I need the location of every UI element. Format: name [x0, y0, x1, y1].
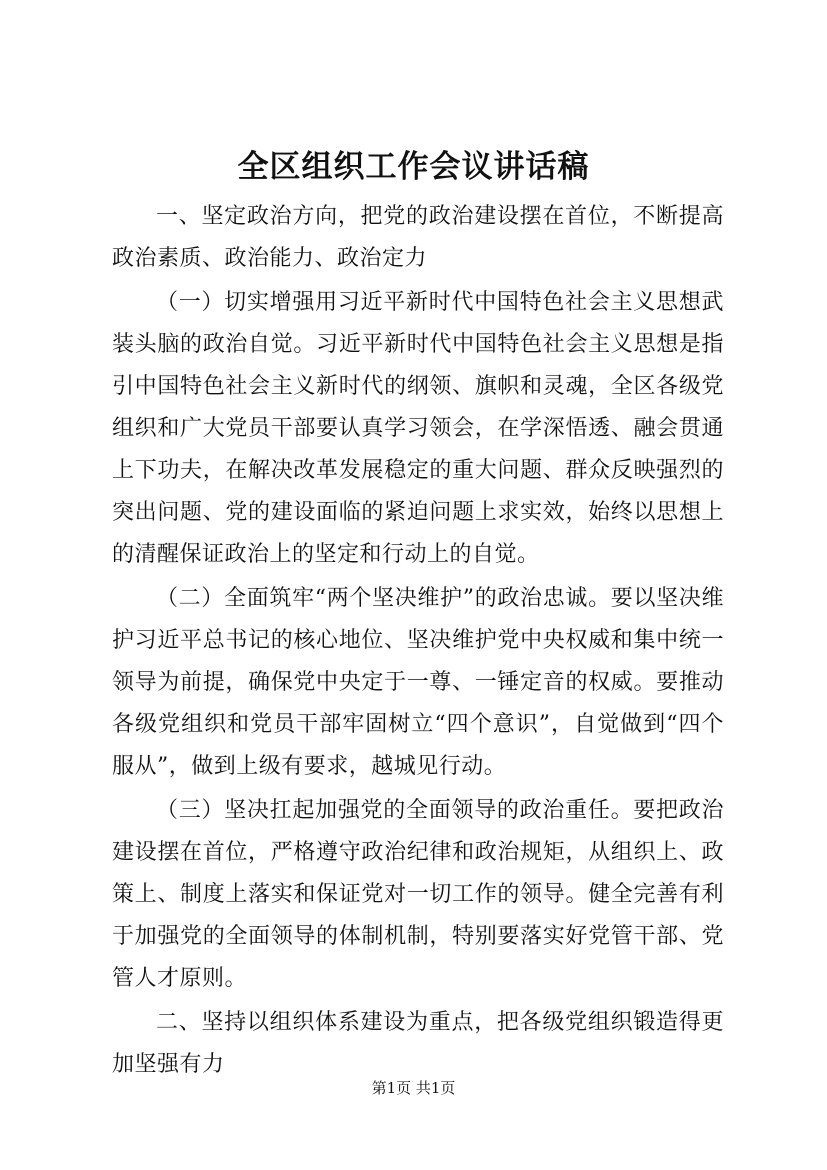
section-heading-2: 二、坚持以组织体系建设为重点，把各级党组织锻造得更加坚强有力 [112, 1010, 724, 1077]
paragraph-2: （二）全面筑牢“两个坚决维护”的政治忠诚。要以坚决维护习近平总书记的核心地位、坚决维护党中央权威和集中统一领导为前提，确保党中央定于一尊、一锤定音的权威。要推动各级党组织和党员干部牢固树立“四个意识”，自觉做到“四个服从”，做到上级有要求，越城见行动。 [112, 586, 724, 779]
paragraph-3: （三）坚决扛起加强党的全面领导的政治重任。要把政治建设摆在首位，严格遵守政治纪律和政治规矩，从组织上、政策上、制度上落实和保证党对一切工作的领导。健全完善有利于加强党的全面领导的体制机制，特别要落实好党管干部、党管人才原则。 [112, 798, 724, 991]
section-heading-1: 一、坚定政治方向，把党的政治建设摆在首位，不断提高政治素质、政治能力、政治定力 [112, 204, 724, 271]
document-title: 全区组织工作会议讲话稿 [237, 149, 590, 185]
document-body [112, 196, 724, 1088]
page-footer: 第1页 共1页 [371, 1079, 456, 1097]
paragraph-1: （一）切实增强用习近平新时代中国特色社会主义思想武装头脑的政治自觉。习近平新时代中国特色社会主义思想是指引中国特色社会主义新时代的纲领、旗帜和灵魂，全区各级党组织和广大党员干部要认真学习领会，在学深悟透、融会贯通上下功夫，在解决改革发展稳定的重大问题、群众反映强烈的突出问题、党的建设面临的紧迫问题上求实效，始终以思想上的清醒保证政治上的坚定和行动上的自觉。 [112, 290, 724, 567]
